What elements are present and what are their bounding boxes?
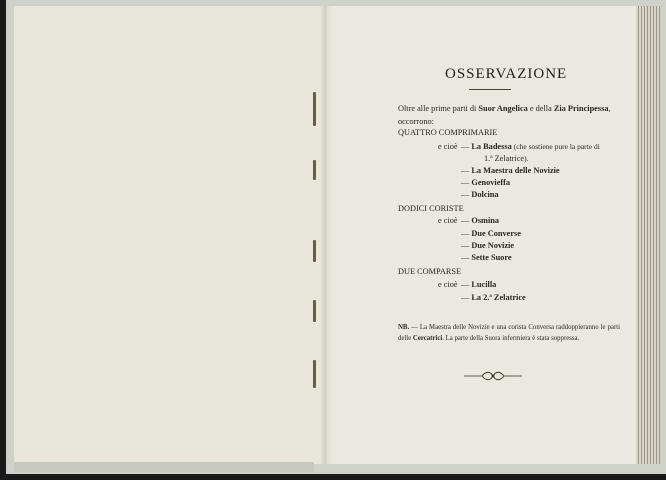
left-page bbox=[14, 6, 326, 464]
item-name: Osmina bbox=[471, 216, 500, 225]
intro-paragraph bbox=[398, 103, 620, 128]
item-note: (che sostiene pure la parte di bbox=[513, 142, 600, 151]
item-name: Due Novizie bbox=[471, 241, 515, 250]
intro-name-1: Suor Angelica bbox=[478, 104, 528, 113]
item-name: 1.ª Zelatrice bbox=[484, 154, 525, 163]
section-heading: DUE COMPARSE bbox=[398, 267, 462, 276]
intro-name-2: Zia Principessa bbox=[553, 104, 609, 113]
binding-stitch bbox=[313, 300, 316, 322]
cast-item bbox=[484, 154, 528, 163]
item-dash: — bbox=[461, 241, 470, 250]
item-dash: — bbox=[461, 253, 470, 262]
cast-item bbox=[461, 241, 514, 250]
item-name: Lucilla bbox=[471, 280, 497, 289]
intro-prefix: Oltre alle prime parti di bbox=[398, 104, 479, 113]
binding-stitch bbox=[313, 160, 316, 180]
cast-item bbox=[461, 280, 496, 289]
nb-label: NB. bbox=[398, 324, 410, 331]
intro-suffix: , occorrono: bbox=[398, 104, 611, 126]
nb-text-2: . La parte della Suora infermiera è stata soppressa. bbox=[442, 335, 580, 342]
nb-bold: Cercatrici bbox=[412, 335, 443, 342]
nb-text-1: — La Maestra delle Novizie e una corista Conversa raddoppieranno le parti delle bbox=[398, 324, 620, 342]
item-name: La Maestra delle Novizie bbox=[471, 166, 560, 175]
item-name: La 2.ª Zelatrice bbox=[471, 293, 526, 302]
page-title: OSSERVAZIONE bbox=[445, 66, 568, 82]
cover-edge bbox=[14, 462, 314, 472]
cast-item bbox=[461, 293, 526, 302]
item-dash: — bbox=[461, 178, 470, 187]
cast-item bbox=[461, 142, 600, 151]
cast-item bbox=[461, 166, 560, 175]
section-eci: e cioè bbox=[438, 280, 458, 289]
cast-item bbox=[461, 190, 499, 199]
cast-item bbox=[461, 253, 512, 262]
binding-stitch bbox=[313, 92, 316, 126]
item-dash: — bbox=[461, 280, 470, 289]
item-name: Dolcina bbox=[471, 190, 499, 199]
cast-item bbox=[461, 178, 510, 187]
section-heading: DODICI CORISTE bbox=[398, 204, 464, 213]
item-dash: — bbox=[461, 142, 470, 151]
nb-note bbox=[398, 322, 620, 344]
item-dash: — bbox=[461, 190, 470, 199]
item-note: ). bbox=[524, 154, 529, 163]
item-name: Sette Suore bbox=[471, 253, 512, 262]
item-dash: — bbox=[461, 229, 470, 238]
ornament-icon bbox=[464, 370, 522, 382]
item-dash: — bbox=[461, 293, 470, 302]
binding-stitch bbox=[313, 360, 316, 388]
cast-item bbox=[461, 216, 499, 225]
cast-item bbox=[461, 229, 521, 238]
title-rule bbox=[469, 89, 511, 90]
section-eci: e cioè bbox=[438, 142, 458, 151]
binding-stitch bbox=[313, 240, 316, 262]
item-name: Due Converse bbox=[471, 229, 521, 238]
item-name: La Badessa bbox=[471, 142, 512, 151]
item-name: Genovieffa bbox=[471, 178, 511, 187]
page-edges bbox=[636, 6, 660, 464]
item-dash: — bbox=[461, 216, 470, 225]
item-dash: — bbox=[461, 166, 470, 175]
section-heading: QUATTRO COMPRIMARIE bbox=[398, 128, 498, 137]
gutter-shadow bbox=[320, 6, 332, 464]
section-eci: e cioè bbox=[438, 216, 458, 225]
intro-middle: e della bbox=[527, 104, 554, 113]
